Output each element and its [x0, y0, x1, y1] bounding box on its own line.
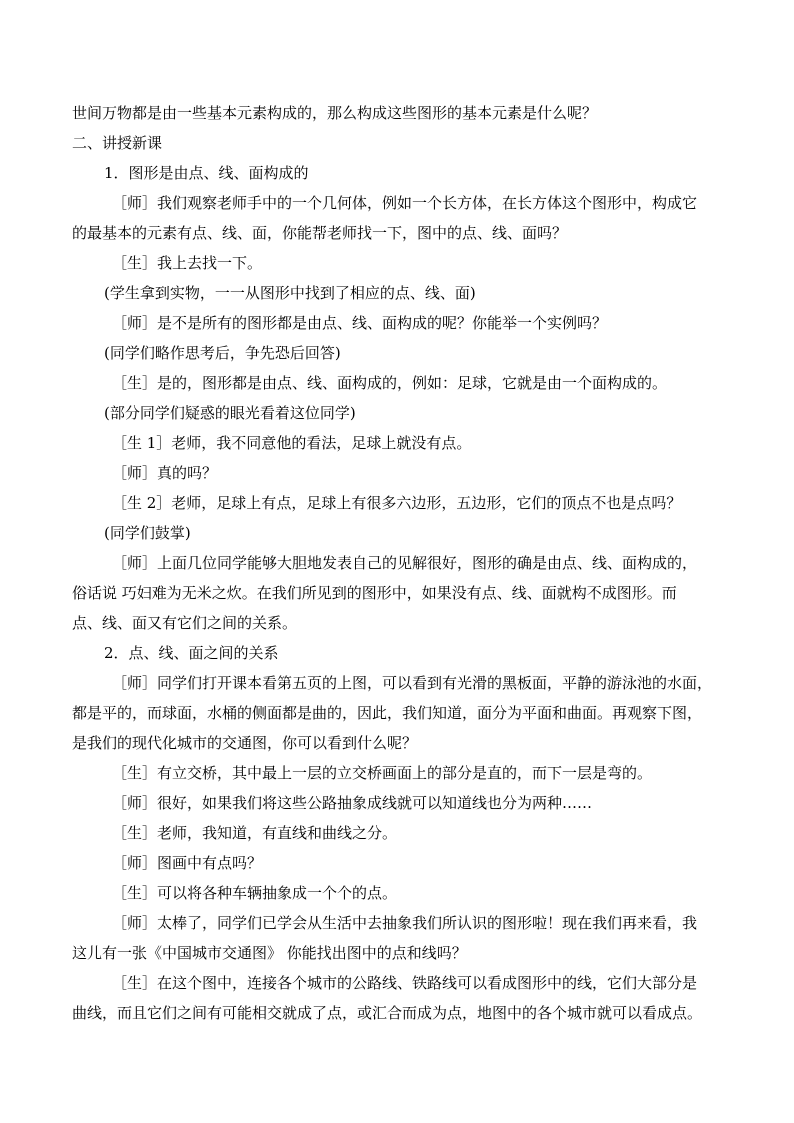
text-line: ［师］真的吗？	[112, 464, 218, 482]
subsection-heading: 2．点、线、面之间的关系	[104, 644, 279, 662]
text-line: 俗话说 巧妇难为无米之炊。在我们所见到的图形中，如果没有点、线、面就构不成图形。而	[72, 584, 677, 602]
text-line: ［师］我们观察老师手中的一个几何体，例如一个长方体，在长方体这个图形中，构成它	[112, 194, 698, 212]
text-line: (同学们略作思考后，争先恐后回答)	[104, 344, 341, 362]
text-line: (部分同学们疑惑的眼光看着这位同学)	[104, 404, 356, 422]
text-line: 曲线，而且它们之间有可能相交就成了点，或汇合而成为点，地图中的各个城市就可以看成点。	[72, 1004, 703, 1022]
text-line: ［生］是的，图形都是由点、线、面构成的，例如：足球，它就是由一个面构成的。	[112, 374, 668, 392]
text-line: ［师］图画中有点吗？	[112, 854, 263, 872]
section-heading: 二、讲授新课	[72, 134, 163, 152]
text-line: ［师］很好，如果我们将这些公路抽象成线就可以知道线也分为两种……	[112, 794, 593, 812]
text-line: 是我们的现代化城市的交通图，你可以看到什么呢？	[72, 734, 418, 752]
text-line: 都是平的，而球面，水桶的侧面都是曲的，因此，我们知道，面分为平面和曲面。再观察下图，	[72, 704, 703, 722]
text-line: ［师］太棒了，同学们已学会从生活中去抽象我们所认识的图形啦！现在我们再来看，我	[112, 914, 698, 932]
text-line: ［生 2］老师，足球上有点，足球上有很多六边形，五边形，它们的顶点不也是点吗？	[112, 494, 682, 512]
text-line: (学生拿到实物，一一从图形中找到了相应的点、线、面)	[104, 284, 476, 302]
text-line: 这儿有一张《中国城市交通图》 你能找出图中的点和线吗？	[72, 944, 467, 962]
text-line: 点、线、面又有它们之间的关系。	[72, 614, 298, 632]
text-line: ［生］可以将各种车辆抽象成一个个的点。	[112, 884, 398, 902]
subsection-heading: 1．图形是由点、线、面构成的	[104, 164, 309, 182]
text-line: 的最基本的元素有点、线、面，你能帮老师找一下，图中的点、线、面吗？	[72, 224, 568, 242]
text-line: ［生］在这个图中，连接各个城市的公路线、铁路线可以看成图形中的线，它们大部分是	[112, 974, 698, 992]
text-line: ［生］我上去找一下。	[112, 254, 263, 272]
text-line: ［师］是不是所有的图形都是由点、线、面构成的呢？你能举一个实例吗？	[112, 314, 608, 332]
text-line: 世间万物都是由一些基本元素构成的，那么构成这些图形的基本元素是什么呢？	[72, 104, 598, 122]
text-line: ［生］老师，我知道，有直线和曲线之分。	[112, 824, 398, 842]
text-line: ［生］有立交桥，其中最上一层的立交桥画面上的部分是直的，而下一层是弯的。	[112, 764, 653, 782]
text-line: ［生 1］老师，我不同意他的看法，足球上就没有点。	[112, 434, 472, 452]
text-line: ［师］同学们打开课本看第五页的上图，可以看到有光滑的黑板面，平静的游泳池的水面，	[112, 674, 713, 692]
text-line: (同学们鼓掌)	[104, 524, 191, 542]
text-line: ［师］上面几位同学能够大胆地发表自己的见解很好，图形的确是由点、线、面构成的，	[112, 554, 698, 572]
